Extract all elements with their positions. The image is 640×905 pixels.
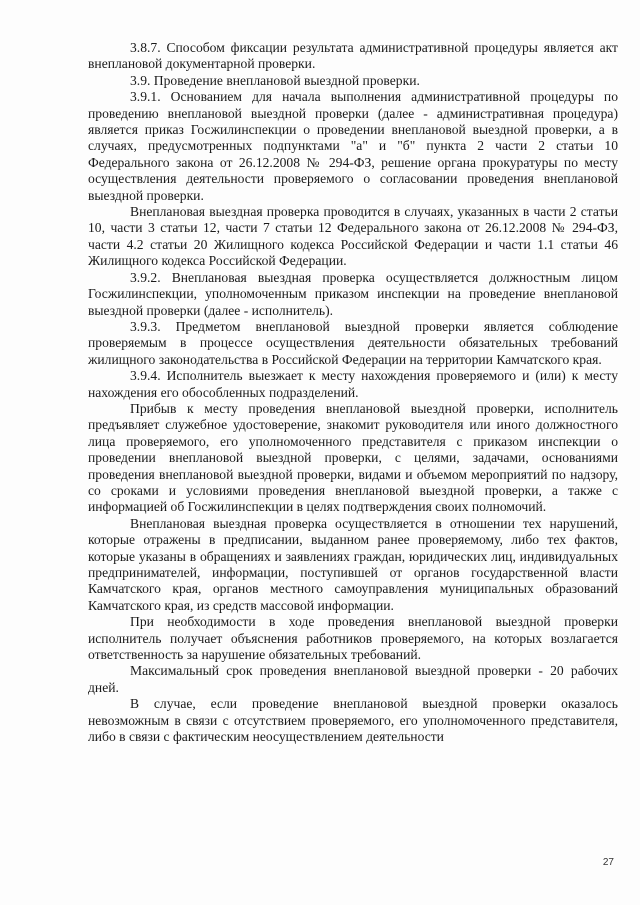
- page-number: 27: [602, 857, 614, 868]
- paragraph-impossible-case: В случае, если проведение внеплановой выездной проверки оказалось невозможным в связи с отсутствием проверяемого, его уполномоченного представителя, либо в связи с фактическим неосуществлением деятельности: [88, 696, 618, 745]
- paragraph-inspection-cases: Внеплановая выездная проверка проводится в случаях, указанных в части 2 статьи 10, части 3 статьи 12, части 7 статьи 12 Федерального закона от 26.12.2008 № 294-ФЗ, части 4.2 статьи 20 Жилищного кодекса Российской Федерации и части 1.1 статьи 46 Жилищного кодекса Российской Федерации.: [88, 204, 618, 269]
- paragraph-explanations: При необходимости в ходе проведения внеплановой выездной проверки исполнитель получает объяснения работников проверяемого, на которых возлагается ответственность за нарушение обязательных требований.: [88, 614, 618, 663]
- paragraph-3-9-4: 3.9.4. Исполнитель выезжает к месту нахождения проверяемого и (или) к месту нахождения его обособленных подразделений.: [88, 368, 618, 400]
- paragraph-scope: Внеплановая выездная проверка осуществляется в отношении тех нарушений, которые отражены в предписании, выданном ранее проверяемому, либо тех фактов, которые указаны в обращениях и заявлениях граждан, юридических лиц, индивидуальных предпринимателей, информации, поступившей от органов государственной власти Камчатского края, органов местного самоуправления муниципальных образований Камчатского края, из средств массовой информации.: [88, 515, 618, 613]
- paragraph-3-9-3: 3.9.3. Предметом внеплановой выездной проверки является соблюдение проверяемым в процессе осуществления деятельности обязательных требований жилищного законодательства в Российской Федерации на территории Камчатского края.: [88, 318, 618, 367]
- paragraph-3-9-1: 3.9.1. Основанием для начала выполнения административной процедуры по проведению внеплановой выездной проверки (далее - административная процедура) является приказ Госжилинспекции о проведении внеплановой выездной проверки, а в случаях, предусмотренных подпунктами "а" и "б" пункта 2 части 2 статьи 10 Федерального закона от 26.12.2008 № 294-ФЗ, решение органа прокуратуры по месту осуществления деятельности проверяемого о согласовании проведения внеплановой выездной проверки.: [88, 89, 618, 203]
- document-body: [88, 40, 618, 745]
- paragraph-3-9-heading: 3.9. Проведение внеплановой выездной проверки.: [130, 72, 420, 88]
- paragraph-3-8-7: 3.8.7. Способом фиксации результата административной процедуры является акт внеплановой документарной проверки.: [88, 40, 618, 72]
- paragraph-arrival: Прибыв к месту проведения внеплановой выездной проверки, исполнитель предъявляет служебное удостоверение, знакомит руководителя или иного должностного лица проверяемого, его уполномоченного представителя с приказом инспекции о проведении внеплановой выездной проверки, с целями, задачами, основаниями проведения внеплановой выездной проверки, видами и объемом мероприятий по надзору, со сроками и условиями проведения внеплановой выездной проверки, а также с информацией об Госжилинспекции в целях подтверждения своих полномочий.: [88, 400, 618, 515]
- paragraph-max-duration: Максимальный срок проведения внеплановой выездной проверки - 20 рабочих дней.: [88, 663, 618, 695]
- paragraph-3-9-2: 3.9.2. Внеплановая выездная проверка осуществляется должностным лицом Госжилинспекции, уполномоченным приказом инспекции на проведение внеплановой выездной проверки (далее - исполнитель).: [88, 269, 618, 318]
